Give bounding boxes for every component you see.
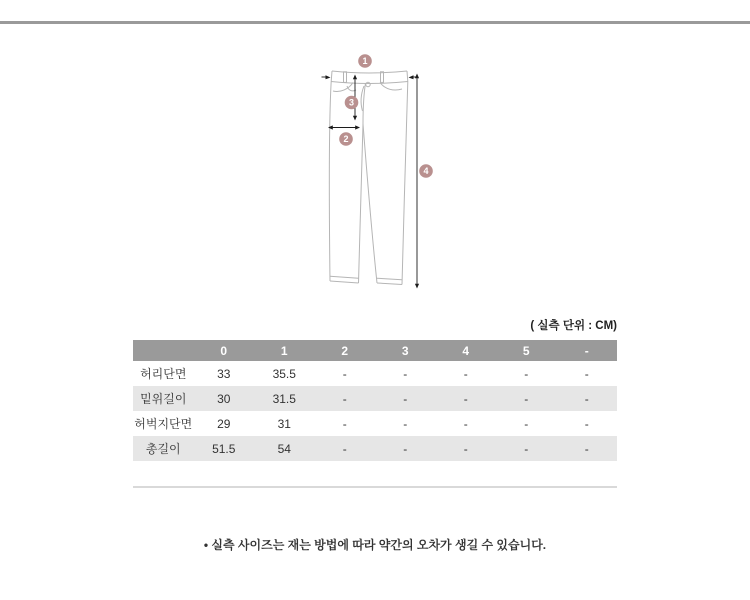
size-value-cell: 35.5 (254, 361, 315, 386)
table-row-total-length (133, 436, 617, 461)
size-value-cell: - (436, 436, 497, 461)
size-value-cell: - (375, 361, 436, 386)
top-divider (0, 21, 750, 24)
row-label: 총길이 (133, 436, 194, 461)
size-value-cell: - (375, 386, 436, 411)
size-value-cell: 31.5 (254, 386, 315, 411)
size-value-cell: - (496, 436, 557, 461)
row-label: 허벅지단면 (133, 411, 194, 436)
waist-measure-arrow (322, 75, 418, 79)
size-value-cell: - (496, 411, 557, 436)
size-value-cell: - (436, 361, 497, 386)
pants-measurement-diagram (305, 40, 445, 305)
size-value-cell: - (557, 386, 618, 411)
size-value-cell: 30 (194, 386, 255, 411)
size-value-cell: - (375, 436, 436, 461)
size-value-cell: 51.5 (194, 436, 255, 461)
size-value-cell: - (315, 411, 376, 436)
measurement-note: • 실측 사이즈는 재는 방법에 따라 약간의 오차가 생길 수 있습니다. (203, 538, 547, 552)
size-value-cell: 54 (254, 436, 315, 461)
marker-4-number: 4 (423, 166, 429, 177)
bottom-divider (133, 486, 617, 488)
size-value-cell: - (557, 361, 618, 386)
size-value-cell: - (557, 411, 618, 436)
size-column-header (133, 340, 194, 361)
size-column-header: 3 (375, 340, 436, 361)
size-value-cell: - (315, 436, 376, 461)
size-column-header: 0 (194, 340, 255, 361)
size-value-cell: 31 (254, 411, 315, 436)
size-column-header: 4 (436, 340, 497, 361)
size-column-header: - (557, 340, 618, 361)
size-value-cell: - (315, 361, 376, 386)
size-value-cell: - (557, 436, 618, 461)
size-value-cell: 33 (194, 361, 255, 386)
size-value-cell: - (436, 386, 497, 411)
size-chart-table (133, 340, 617, 461)
marker-3-number: 3 (348, 97, 355, 108)
size-value-cell: - (496, 361, 557, 386)
size-value-cell: 29 (194, 411, 255, 436)
row-label: 허리단면 (133, 361, 194, 386)
size-value-cell: - (496, 386, 557, 411)
size-table-header-row (133, 340, 617, 361)
size-value-cell: - (375, 411, 436, 436)
size-column-header: 5 (496, 340, 557, 361)
thigh-measure-arrow (328, 125, 360, 129)
pants-outline-drawing (329, 71, 407, 285)
measurement-unit-label: ( 실측 단위 : CM) (530, 320, 617, 332)
table-row-waist (133, 361, 617, 386)
table-row-rise (133, 386, 617, 411)
size-value-cell: - (436, 411, 497, 436)
size-column-header: 1 (254, 340, 315, 361)
marker-1-number: 1 (362, 56, 368, 67)
row-label: 밑위길이 (133, 386, 194, 411)
size-value-cell: - (315, 386, 376, 411)
table-row-thigh (133, 411, 617, 436)
length-measure-arrow (415, 74, 419, 289)
marker-2-number: 2 (343, 134, 349, 145)
size-column-header: 2 (315, 340, 376, 361)
